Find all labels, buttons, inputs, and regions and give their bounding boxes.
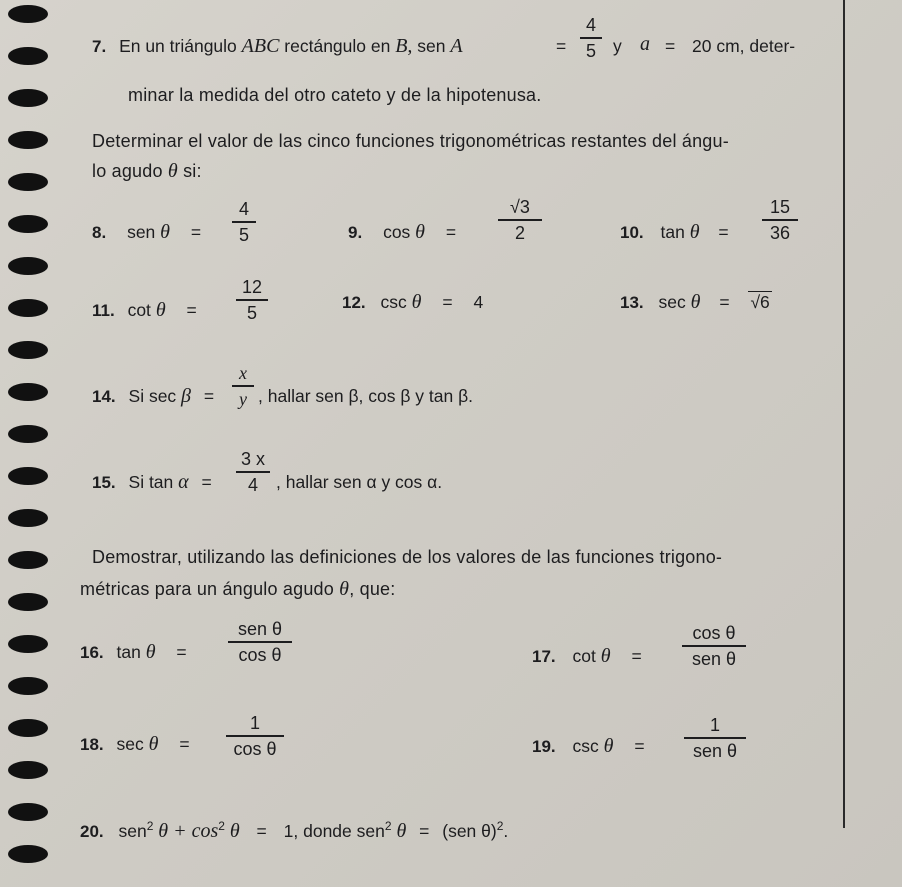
problem-13: 13. sec θ = √6	[620, 291, 770, 313]
intro2-line1: Demostrar, utilizando las definiciones de los valores de las funciones trigono-	[92, 547, 723, 567]
p7-fraction: 4 5	[580, 14, 602, 62]
p19-fraction: 1 sen θ	[684, 714, 746, 762]
margin-rule	[843, 0, 845, 828]
p7-value: 20 cm, deter-	[692, 36, 796, 56]
intro1-line2: lo agudo θ si:	[92, 160, 202, 182]
problem-15: 15. Si tan α =	[92, 471, 212, 493]
intro2-line2: métricas para un ángulo agudo θ, que:	[80, 578, 396, 600]
spiral-binding	[0, 0, 60, 887]
problem-19: 19. csc θ =	[532, 735, 645, 757]
problem-9: 9. cos θ =	[348, 221, 457, 243]
problem-18: 18. sec θ =	[80, 733, 190, 755]
p8-fraction: 4 5	[232, 198, 256, 246]
problem-10: 10. tan θ =	[620, 221, 729, 243]
p7-a: a	[640, 33, 650, 55]
p9-fraction: √3 2	[498, 196, 542, 244]
p7-line2: minar la medida del otro cateto y de la hipotenusa.	[128, 85, 542, 105]
problem-11: 11. cot θ =	[92, 299, 197, 321]
problem-8: 8. sen θ =	[92, 221, 202, 243]
intro1-line1: Determinar el valor de las cinco funciones trigonométricas restantes del ángu-	[92, 131, 729, 151]
p7-equals: =	[556, 36, 567, 56]
p11-fraction: 12 5	[236, 276, 268, 324]
p10-fraction: 15 36	[762, 196, 798, 244]
p15-rest: , hallar sen α y cos α.	[276, 472, 443, 492]
problem-14: 14. Si sec β =	[92, 385, 215, 407]
p17-fraction: cos θ sen θ	[682, 622, 746, 670]
problem-16: 16. tan θ =	[80, 641, 187, 663]
p15-fraction: 3 x 4	[236, 448, 270, 496]
p14-rest: , hallar sen β, cos β y tan β.	[258, 386, 474, 406]
p14-fraction: x y	[232, 362, 254, 410]
p7-equals-2: =	[665, 36, 676, 56]
problem-20: 20. sen$^2$ $\theta + \cos^2 \theta = 1$, donde sen$^2$ θ = (sen θ)$^2$.	[80, 819, 509, 842]
problem-17: 17. cot θ =	[532, 645, 642, 667]
p7-y: y	[613, 36, 622, 56]
p16-fraction: sen θ cos θ	[228, 618, 292, 666]
problem-7: 7. En un triángulo ABC rectángulo en B, sen A	[92, 35, 463, 57]
p18-fraction: 1 cos θ	[226, 712, 284, 760]
problem-12: 12. csc θ = 4	[342, 291, 484, 313]
